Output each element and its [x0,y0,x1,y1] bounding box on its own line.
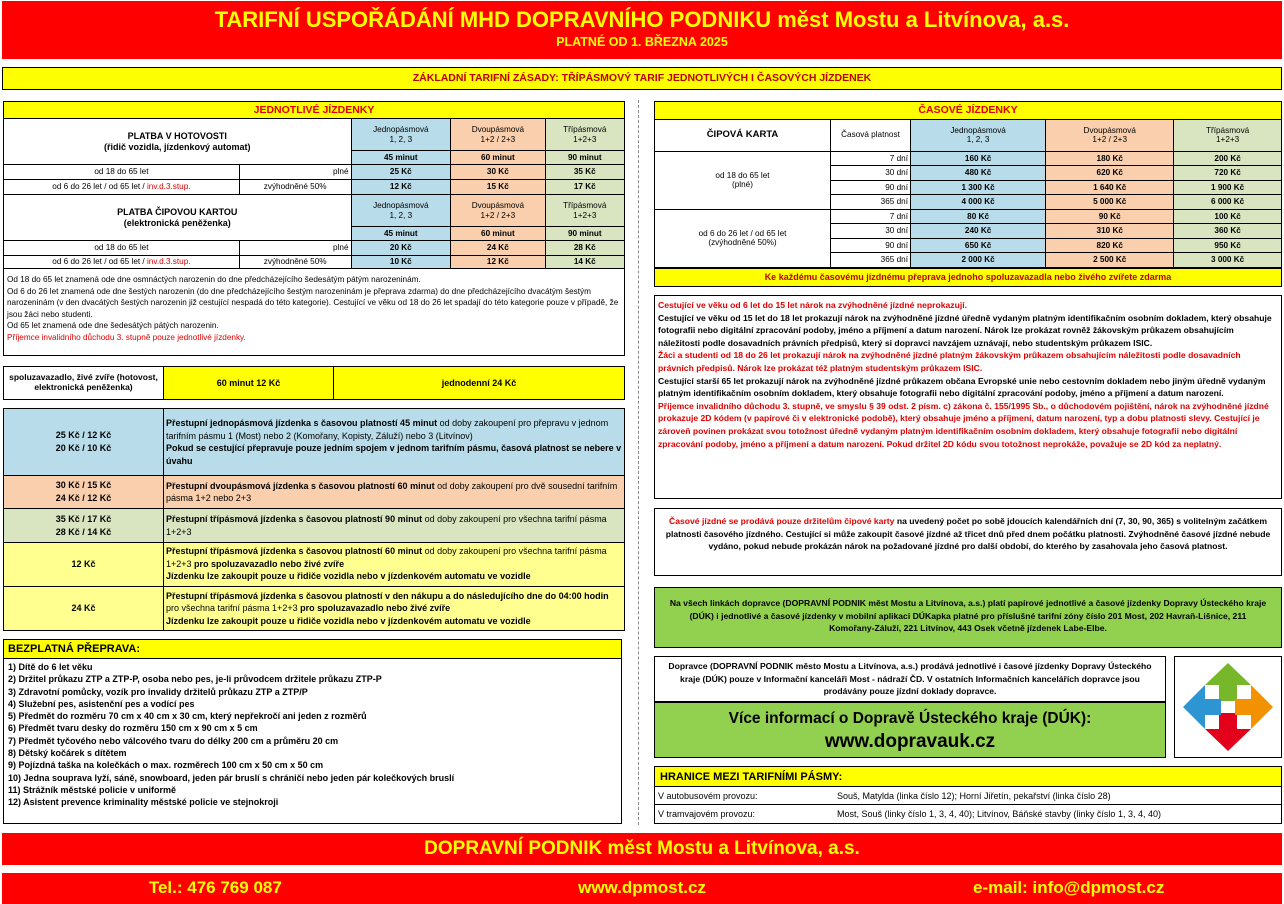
season-full-label: od 18 do 65 let (plné) [655,151,831,209]
companion-60min: 60 minut 12 Kč [164,367,334,400]
more-info-text: Více informací o Dopravě Ústeckého kraje (DÚK): [728,710,1092,727]
season-note: Ke každému časovému jízdnému přeprava jednoho spoluzavazadla nebo živého zvířete zdarma [654,268,1282,287]
price-cell: 620 Kč [1046,166,1174,181]
price-cell: 240 Kč [911,224,1046,239]
free-item: 7) Předmět tyčového nebo válcového tvaru do délky 200 cm a průměru 20 cm [8,735,339,746]
zone-1-head: Jednopásmová 1, 2, 3 [351,195,451,227]
footer-contacts [2,873,1282,904]
price-cell: 4 000 Kč [911,195,1046,210]
header-banner [2,1,1282,59]
free-item: 3) Zdravotní pomůcky, vozík pro invalidy držitelů průkazu ZTP a ZTP/P [8,686,308,697]
free-item: 1) Dítě do 6 let věku [8,662,93,672]
free-item: 5) Předmět do rozměru 70 cm x 40 cm x 30 cm, který nepřekročí ani jeden z rozměrů [8,711,367,722]
single-tickets-section [3,101,625,268]
claim-paragraph: Žáci a studenti od 18 do 26 let prokazují nárok na zvýhodněné jízdné platným žákovským průkazem obsahujícím náležitosti podle dosavadních právních předpisů. Nárok lze prokázat též platným studentským průkazem ISIC. [658,350,1241,373]
price-cell: 1 900 Kč [1174,180,1282,195]
zone-2-time: 60 minut [451,227,545,241]
free-item: 4) Služební pes, asistenční pes a vodící pes [8,698,195,709]
price-cell: 160 Kč [911,151,1046,166]
zone-3-time: 90 minut [545,151,624,165]
transfer-price: 35 Kč / 17 Kč 28 Kč / 14 Kč [4,509,164,542]
season-info: Časové jízdné se prodává pouze držitelům čipové karty na uvedený počet po sobě jdoucích kalendářních dní (7, 30, 90, 365) s volitelným začátkem platnosti časového jízdného. Cestující si může zakoupit časové jízdné až třicet dnů před dnem počátku platnosti. Zvýhodněné časové jízdné nebude vydáno, pokud nebude prokázán nárok na požadované jízdné pro další období, do kterého by zasahovala jeho časová platnost. [654,508,1282,576]
full-label: plné [239,165,351,180]
transfer-price: 24 Kč [4,586,164,630]
row-reduced-label: od 6 do 26 let / od 65 let / inv.d.3.stup. [4,180,240,195]
price-cell: 14 Kč [545,256,624,269]
zone-3-head: Třípásmová 1+2+3 [1174,119,1282,151]
free-transport [3,639,622,824]
free-list [4,659,621,811]
zone-borders [654,766,1282,824]
companion-table [3,366,625,400]
zone-3-time: 90 minut [545,227,624,241]
free-item: 11) Strážník městské policie v uniformě [8,784,177,795]
claim-paragraph: Cestující ve věku od 15 let do 18 let prokazují nárok na zvýhodněné jízdné úředně vydaným platným identifikačním osobním dokladem, který obsahuje fotografii nebo digitální zpracování podoby, jméno a příjmení a datum narození. Nárok lze prokázat rovněž žákovským průkazem obsahujícím náležitosti podle dosavadních právních předpisů, který si dopravci navzájem uznávají, nebo studentským průkazem ISIC. [658,312,1272,348]
zone-1-head: Jednopásmová 1, 2, 3 [351,119,451,151]
price-cell: 80 Kč [911,209,1046,224]
row-full-label: od 18 do 65 let [4,165,240,180]
duk-sell-info: Dopravce (DOPRAVNÍ PODNIK město Mostu a Litvínova, a.s.) prodává jednotlivé i časové jízdenky Dopravy Ústeckého kraje (DÚK) pouze v Informační kanceláři Most - nádraží ČD. V ostatních Informačních kancelářích dopravce jsou prodávány pouze jízdní doklady dopravce. [654,656,1166,702]
free-title: BEZPLATNÁ PŘEPRAVA: [4,640,621,659]
season-title: ČASOVÉ JÍZDENKY [655,102,1282,120]
more-info-link[interactable]: www.dopravauk.cz [824,731,996,752]
transfer-desc: Přestupní třípásmová jízdenka s časovou platností 90 minut od doby zakoupení pro všechna tarifní pásma 1+2+3 [164,509,625,542]
period: 365 dní [831,195,911,210]
reduced-label: zvýhodněné 50% [239,256,351,269]
zone-1-head: Jednopásmová 1, 2, 3 [911,119,1046,151]
transfer-price: 30 Kč / 15 Kč 24 Kč / 12 Kč [4,476,164,509]
zone-2-head: Dvoupásmová 1+2 / 2+3 [451,119,545,151]
zone-2-time: 60 minut [451,151,545,165]
zone-1-time: 45 minut [351,151,451,165]
price-cell: 10 Kč [351,256,451,269]
duk-lines-info: Na všech linkách dopravce (DOPRAVNÍ PODNIK měst Mostu a Litvínova, a.s.) platí papírové jednotlivé a časové jízdenky Dopravy Ústeckého kraje (DÚK) i jednotlivé a časové jízdenky v mobilní aplikaci DÚKapka platné pro příslušné tarifní zóny číslo 201 Most, 202 Havraň-Lišnice, 211 Komořany-Záluží, 221 Litvínov, 443 Osek včetně jízdenek Labe-Elbe. [654,587,1282,648]
price-cell: 12 Kč [451,256,545,269]
note-line-red: Příjemce invalidního důchodu 3. stupně pouze jednotlivé jízdenky. [7,332,246,342]
full-label: plné [239,241,351,256]
price-cell: 30 Kč [451,165,545,180]
zone-2-head: Dvoupásmová 1+2 / 2+3 [1046,119,1174,151]
zone-1-time: 45 minut [351,227,451,241]
footer-email[interactable]: e-mail: info@dpmost.cz [973,878,1165,897]
note-line: Od 65 let znamená ode dne šedesátých pátých narozenin. [7,321,219,330]
age-notes [3,268,625,356]
borders-title: HRANICE MEZI TARIFNÍMI PÁSMY: [655,767,1281,787]
note-line: Od 18 do 65 let znamená ode dne osmnáctých narozenin do dne předcházejícího šedesátým pátým narozeninám. [7,275,421,284]
price-cell: 200 Kč [1174,151,1282,166]
border-row: V tramvajovém provozu: Most, Souš (linky číslo 1, 3, 4, 40); Litvínov, Báňské stavby (linky číslo 1, 3, 4, 40) [658,809,1161,819]
transfer-desc: Přestupní třípásmová jízdenka s časovou platností 60 minut od doby zakoupení pro všechna tarifní pásma 1+2+3 pro spoluzavazadlo nebo živé zvíře Jízdenku lze zakoupit pouze u řidiče vozidla nebo v jízdenkovém automatu ve vozidle [164,542,625,586]
claims-box [654,295,1282,499]
period: 365 dní [831,253,911,268]
price-cell: 950 Kč [1174,238,1282,253]
transfer-desc: Přestupní dvoupásmová jízdenka s časovou platností 60 minut od doby zakoupení pro dvě sousední tarifním pásma 1+2 nebo 2+3 [164,476,625,509]
season-reduced-label: od 6 do 26 let / od 65 let (zvýhodněné 50%) [655,209,831,267]
header-subtitle: PLATNÉ OD 1. BŘEZNA 2025 [556,35,728,49]
free-item: 2) Držitel průkazu ZTP a ZTP-P, osoba nebo pes, je-li průvodcem držitele průkazu ZTP-P [8,674,382,685]
companion-day: jednodenní 24 Kč [334,367,625,400]
price-cell: 100 Kč [1174,209,1282,224]
card-title: PLATBA ČIPOVOU KARTOU (elektronická peněženka) [4,195,352,241]
free-item: 6) Předmět tvaru desky do rozměru 150 cm x 90 cm x 5 cm [8,723,258,734]
price-cell: 28 Kč [545,241,624,256]
season-tickets-section [654,101,1282,268]
price-cell: 3 000 Kč [1174,253,1282,268]
price-cell: 20 Kč [351,241,451,256]
header-title: TARIFNÍ USPOŘÁDÁNÍ MHD DOPRAVNÍHO PODNIKU měst Mostu a Litvínova, a.s. [214,7,1070,32]
transfer-price: 25 Kč / 12 Kč 20 Kč / 10 Kč [4,409,164,476]
row-full-label: od 18 do 65 let [4,241,240,256]
principles-bar: ZÁKLADNÍ TARIFNÍ ZÁSADY: TŘÍPÁSMOVÝ TARIF JEDNOTLIVÝCH I ČASOVÝCH JÍZDENEK [2,67,1282,90]
free-item: 10) Jedna souprava lyží, sáně, snowboard, jeden pár bruslí s chráničí nebo jeden pár kolečkových bruslí [8,772,455,783]
transfer-price: 12 Kč [4,542,164,586]
note-line: Od 6 do 26 let znamená ode dne šestých narozenin (do dne předcházejícího šestým narozeninám je přeprava zdarma) do dne předcházejícího dvacátým šestým narozeninám (v den dvacátých šestých narozenin již cestující nespadá do této kategorie). Cestující ve věku od 18 do 26 let spadají do této kategorie pouze v případě, že jsou žáci nebo studenti. [7,286,619,319]
price-cell: 5 000 Kč [1046,195,1174,210]
price-cell: 90 Kč [1046,209,1174,224]
more-info-box [654,702,1166,758]
price-cell: 6 000 Kč [1174,195,1282,210]
validity-label: Časová platnost [831,119,911,151]
price-cell: 1 300 Kč [911,180,1046,195]
price-cell: 820 Kč [1046,238,1174,253]
price-cell: 720 Kč [1174,166,1282,181]
period: 30 dní [831,224,911,239]
period: 7 dní [831,209,911,224]
period: 90 dní [831,238,911,253]
period: 30 dní [831,166,911,181]
price-cell: 650 Kč [911,238,1046,253]
price-cell: 17 Kč [545,180,624,195]
free-item: 12) Asistent prevence kriminality městské policie ve stejnokroji [8,797,279,808]
transfer-desc: Přestupní jednopásmová jízdenka s časovou platností 45 minut od doby zakoupení pro přepravu v jednom tarifním pásmu 1 (Most) nebo 2 (Komořany, Kopisty, Záluží) nebo 3 (Litvínov) Pokud se cestující přepravuje pouze jedním spojem v jednom tarifním pásmu, časová platnost se nebere v úvahu [164,409,625,476]
zone-2-head: Dvoupásmová 1+2 / 2+3 [451,195,545,227]
zone-3-head: Třípásmová 1+2+3 [545,119,624,151]
period: 90 dní [831,180,911,195]
companion-label: spoluzavazadlo, živé zvíře (hotovost, elektronická peněženka) [4,367,164,400]
price-cell: 2 500 Kč [1046,253,1174,268]
transfer-desc: Přestupní třípásmová jízdenka s časovou platností v den nákupu a do následujícího dne do 04:00 hodin pro všechna tarifní pásma 1+2+3 pro spoluzavazadlo nebo živé zvíře Jízdenku lze zakoupit pouze u řidiče vozidla nebo v jízdenkovém automatu ve vozidle [164,586,625,630]
footer-phone[interactable]: Tel.: 476 769 087 [148,878,282,897]
claim-paragraph: Cestující starší 65 let prokazují nárok na zvýhodněné jízdné průkazem občana Evropské unie nebo cestovním dokladem nebo jiným úředně vydaným platným identifikačním osobním dokladem, který obsahuje fotografii nebo digitální zpracování podoby, jméno a příjmení a datum narození. [658,375,1266,399]
claim-paragraph: Příjemce invalidního důchodu 3. stupně, ve smyslu § 39 odst. 2 písm. c) zákona č. 155/1995 Sb., o důchodovém pojištění, nárok na zvýhodněné jízdné prokazuje 2D kódem (v papírové či v elektronické podobě), který obsahuje jméno a příjmení, datum narození, typ a dobu platnosti slevy. Cestující je zároveň povinen prokázat svou totožnost úředně vydaným platným identifikačním osobním dokladem, který obsahuje fotografii nebo digitální zpracování podoby, jméno a příjmení a datum narození. Pokud držitel 2D kódu svou totožnost neprokáže, považuje se 2D kód za neplatný. [658,400,1269,449]
duk-logo [1174,656,1282,758]
price-cell: 480 Kč [911,166,1046,181]
zone-3-head: Třípásmová 1+2+3 [545,195,624,227]
price-cell: 24 Kč [451,241,545,256]
price-cell: 1 640 Kč [1046,180,1174,195]
price-cell: 15 Kč [451,180,545,195]
divider [638,100,639,825]
duk-arrows-icon [1175,657,1281,757]
free-item: 8) Dětský kočárek s dítětem [8,748,127,759]
reduced-label: zvýhodněné 50% [239,180,351,195]
cash-title: PLATBA V HOTOVOSTI (řidič vozidla, jízdenkový automat) [4,119,352,165]
price-cell: 25 Kč [351,165,451,180]
price-cell: 12 Kč [351,180,451,195]
price-cell: 360 Kč [1174,224,1282,239]
footer-company: DOPRAVNÍ PODNIK měst Mostu a Litvínova, a.s. [2,833,1282,865]
chip-card-label: ČIPOVÁ KARTA [655,119,831,151]
price-cell: 2 000 Kč [911,253,1046,268]
single-title: JEDNOTLIVÉ JÍZDENKY [4,102,625,119]
free-item: 9) Pojízdná taška na kolečkách o max. rozměrech 100 cm x 50 cm x 50 cm [8,760,324,771]
row-reduced-label: od 6 do 26 let / od 65 let / inv.d.3.stup. [4,256,240,269]
border-row: V autobusovém provozu: Souš, Matylda (linka číslo 12); Horní Jiřetín, pekařství (linka číslo 28) [655,787,1281,805]
price-cell: 35 Kč [545,165,624,180]
claim-paragraph: Cestující ve věku od 6 let do 15 let nárok na zvýhodněné jízdné neprokazují. [658,300,967,310]
transfer-tickets [3,408,625,631]
period: 7 dní [831,151,911,166]
footer-website[interactable]: www.dpmost.cz [578,878,706,897]
price-cell: 180 Kč [1046,151,1174,166]
price-cell: 310 Kč [1046,224,1174,239]
